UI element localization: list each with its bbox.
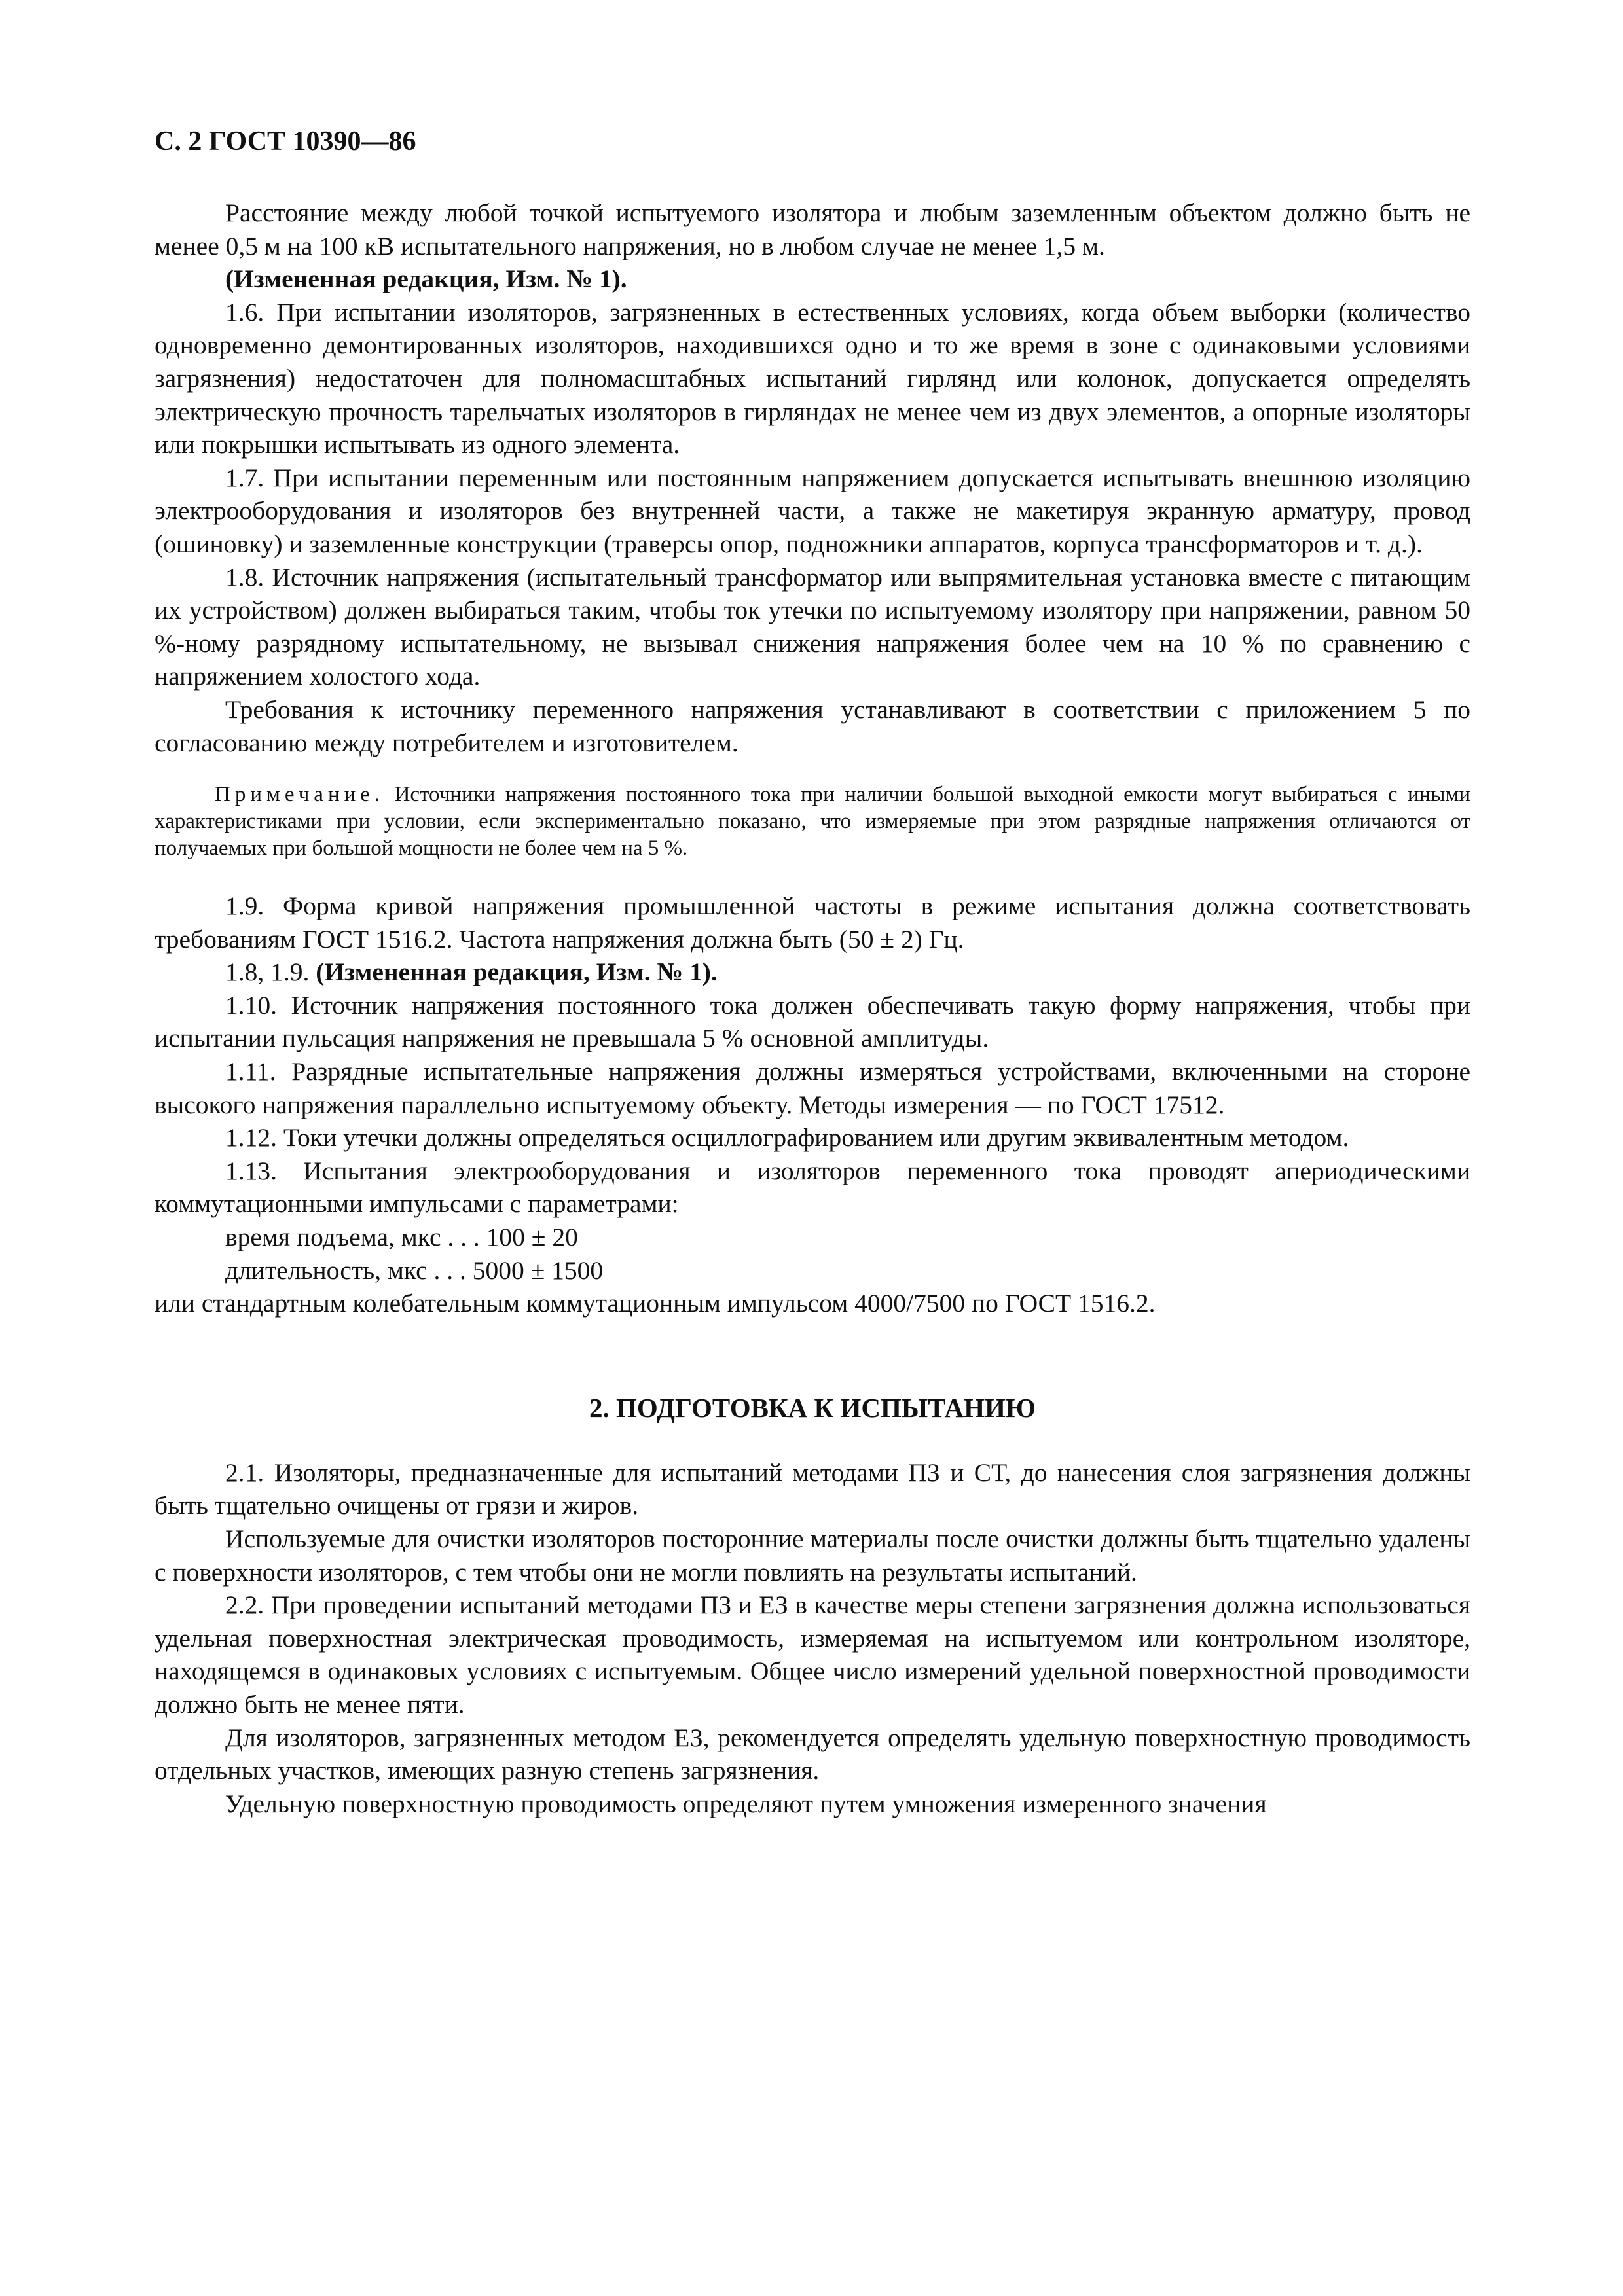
- note-text: Источники напряжения постоянного тока при наличии большой выходной емкости могут выбираться с иными характеристиками при условии, если экспериментально показано, что измеряемые при этом разрядные напряжения отличаются от получаемых при большой мощности не более чем на 5 %.: [155, 783, 1471, 861]
- page-header: С. 2 ГОСТ 10390—86: [155, 126, 416, 156]
- param-rise-time: время подъема, мкс . . . 100 ± 20: [225, 1223, 578, 1252]
- amendment-note-2: [155, 956, 1470, 989]
- paragraph-1-13: 1.13. Испытания электрооборудования и изоляторов переменного тока проводят апериодическими коммутационными импульсами с параметрами:: [155, 1156, 1470, 1219]
- paragraph-1-12: 1.12. Токи утечки должны определяться осциллографированием или другим эквивалентным методом.: [225, 1123, 1349, 1153]
- note-block: [155, 781, 1470, 862]
- paragraph-1-9: 1.9. Форма кривой напряжения промышленной частоты в режиме испытания должна соответствовать требованиям ГОСТ 1516.2. Частота напряжения должна быть (50 ± 2) Гц.: [155, 891, 1470, 954]
- section-title: 2. ПОДГОТОВКА К ИСПЫТАНИЮ: [589, 1392, 1036, 1423]
- paragraph-2-2c: Удельную поверхностную проводимость определяют путем умножения измеренного значения: [225, 1789, 1267, 1818]
- amendment-note: (Измененная редакция, Изм. № 1).: [225, 264, 627, 294]
- paragraph-2-2b: Для изоляторов, загрязненных методом ЕЗ, рекомендуется определять удельную поверхностную проводимость отдельных участков, имеющих разную степень загрязнения.: [155, 1723, 1470, 1785]
- document-page: [155, 124, 1470, 1820]
- paragraph-1-8: 1.8. Источник напряжения (испытательный трансформатор или выпрямительная установка вместе с питающим их устройством) должен выбираться таким, чтобы ток утечки по испытуемому изолятору при напряжении, равном 50 %-ному разрядному испытательному, не вызывал снижения напряжения более чем на 10 % по сравнению с напряжением холостого хода.: [155, 562, 1470, 691]
- param-duration: длительность, мкс . . . 5000 ± 1500: [225, 1255, 604, 1285]
- paragraph-1-11: 1.11. Разрядные испытательные напряжения должны измеряться устройствами, включенными на стороне высокого напряжения параллельно испытуемому объекту. Методы измерения — по ГОСТ 17512.: [155, 1057, 1470, 1119]
- paragraph-requirements: Требования к источнику переменного напряжения устанавливают в соответствии с приложением 5 по согласованию между потребителем и изготовителем.: [155, 694, 1470, 757]
- paragraph-2-1b: Используемые для очистки изоляторов посторонние материалы после очистки должны быть тщательно удалены с поверхности изоляторов, с тем чтобы они не могли повлиять на результаты испытаний.: [155, 1524, 1470, 1587]
- paragraph-1-13-end: или стандартным колебательным коммутационным импульсом 4000/7500 по ГОСТ 1516.2.: [155, 1289, 1156, 1318]
- paragraph-1-6: 1.6. При испытании изоляторов, загрязненных в естественных условиях, когда объем выборки (количество одновременно демонтированных изоляторов, находившихся одно и то же время в зоне с одинаковыми условиями загрязнения) недостаточен для полномасштабных испытаний гирлянд или колонок, допускается определять электрическую прочность тарельчатых изоляторов в гирляндах не менее чем из двух элементов, а опорные изоляторы или покрышки испытывать из одного элемента.: [155, 297, 1470, 459]
- paragraph-1-7: 1.7. При испытании переменным или постоянным напряжением допускается испытывать внешнюю изоляцию электрооборудования и изоляторов без внутренней части, а также не макетируя экранную арматуру, провод (ошиновку) и заземленные конструкции (траверсы опор, подножники аппаратов, корпуса трансформаторов и т. д.).: [155, 463, 1470, 558]
- note-label: Примечание.: [215, 783, 385, 807]
- paragraph-1-10: 1.10. Источник напряжения постоянного тока должен обеспечивать такую форму напряжения, чтобы при испытании пульсация напряжения не превышала 5 % основной амплитуды.: [155, 990, 1470, 1053]
- paragraph-2-1: 2.1. Изоляторы, предназначенные для испытаний методами ПЗ и СТ, до нанесения слоя загрязнения должны быть тщательно очищены от грязи и жиров.: [155, 1458, 1470, 1520]
- paragraph-distance: Расстояние между любой точкой испытуемого изолятора и любым заземленным объектом должно быть не менее 0,5 м на 100 кВ испытательного напряжения, но в любом случае не менее 1,5 м.: [155, 198, 1470, 260]
- amendment-prefix: 1.8, 1.9.: [225, 958, 310, 987]
- amendment-text: (Измененная редакция, Изм. № 1).: [316, 958, 718, 987]
- paragraph-2-2: 2.2. При проведении испытаний методами ПЗ и ЕЗ в качестве меры степени загрязнения должна использоваться удельная поверхностная электрическая проводимость, измеряемая на испытуемом или контрольном изоляторе, находящемся в одинаковых условиях с испытуемым. Общее число измерений удельной поверхностной проводимости должно быть не менее пяти.: [155, 1590, 1470, 1719]
